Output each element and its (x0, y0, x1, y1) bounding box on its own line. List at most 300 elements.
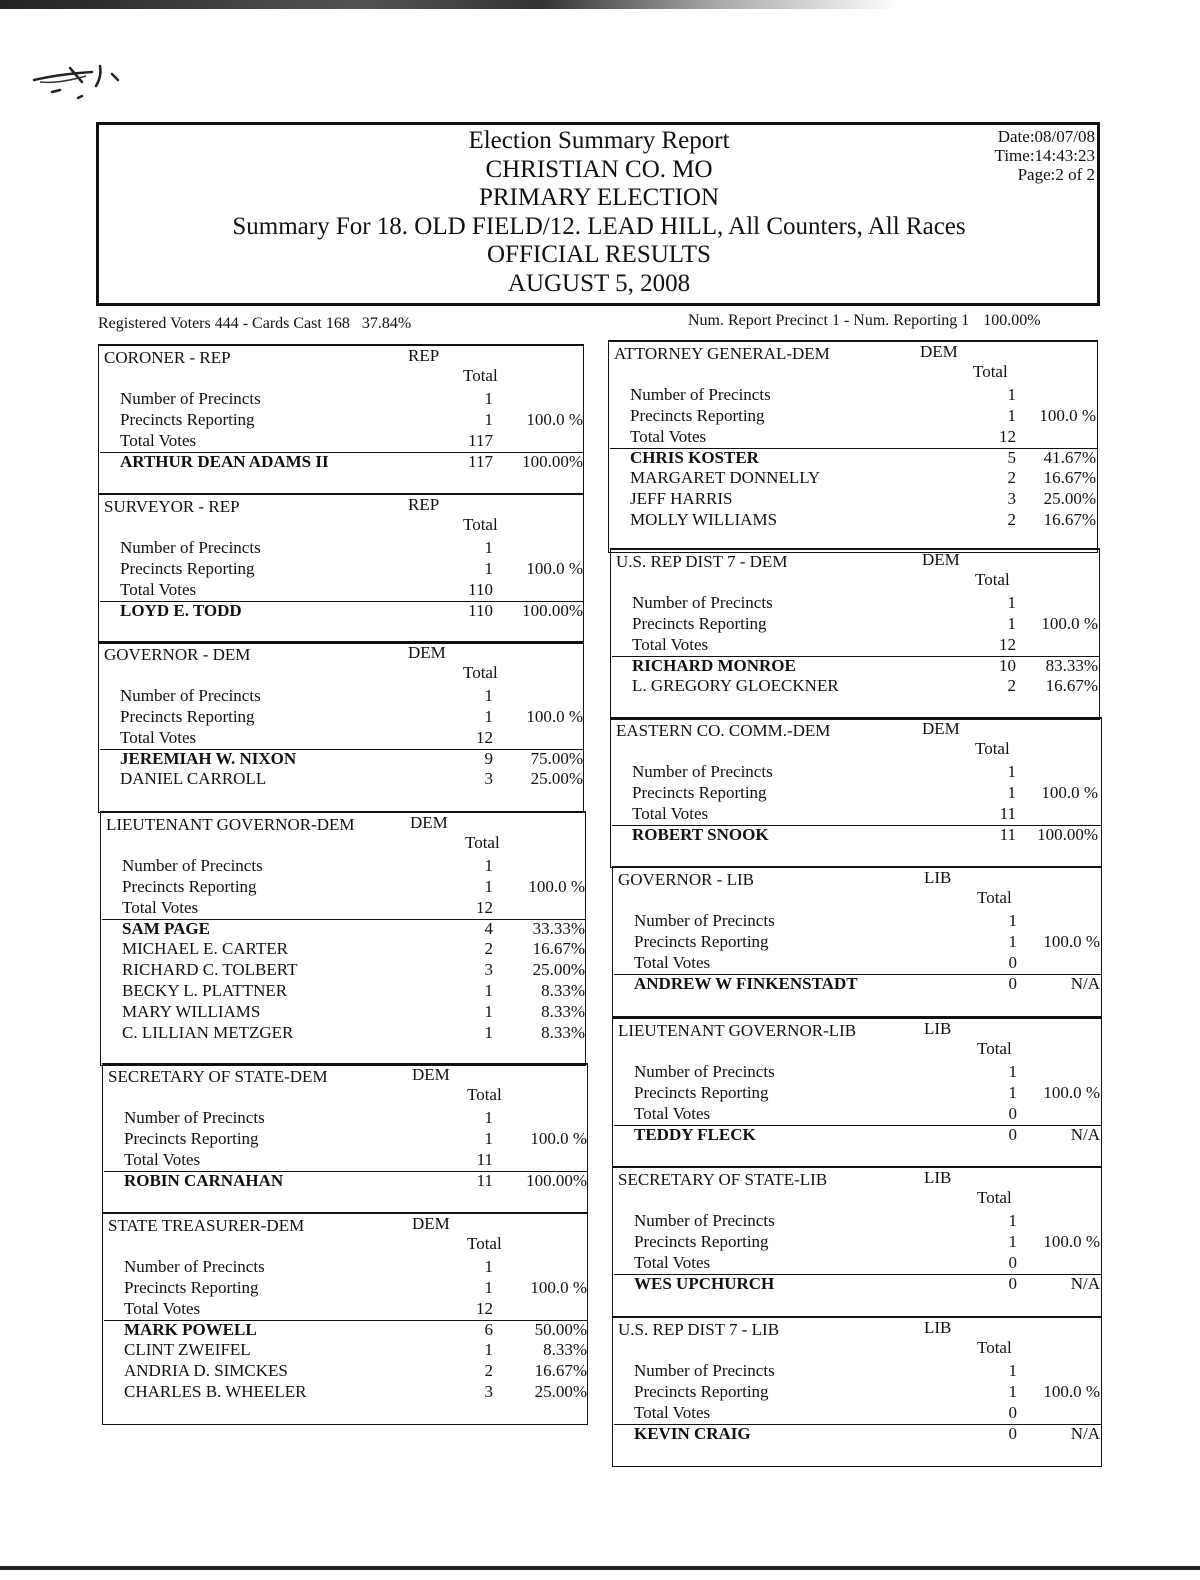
total-column-header: Total (467, 1085, 502, 1104)
number-of-precincts-row (634, 1361, 1102, 1381)
precincts-reporting-row-pct: 100.0 % (530, 1128, 587, 1148)
race-title: SECRETARY OF STATE-DEM (108, 1067, 328, 1086)
total-votes-row-label: Total Votes (124, 1298, 201, 1318)
number-of-precincts-row-label: Number of Precincts (634, 1361, 775, 1381)
turnout-pct: 37.84% (361, 315, 412, 332)
candidate-row-pct: 83.33% (1045, 655, 1098, 675)
candidate-row-label: CHARLES B. WHEELER (124, 1381, 307, 1401)
precincts-reporting-row (120, 559, 584, 579)
total-votes-row-value: 0 (1008, 1252, 1017, 1272)
candidate-row-value: 6 (484, 1319, 493, 1339)
precincts-reporting-row-value: 1 (1007, 782, 1016, 802)
number-of-precincts-row (124, 1257, 588, 1277)
race-party: DEM (412, 1065, 450, 1084)
precincts-reporting-row-label: Precincts Reporting (634, 1381, 769, 1401)
race-title: LIEUTENANT GOVERNOR-LIB (618, 1021, 857, 1040)
total-column-header: Total (463, 366, 498, 385)
total-votes-row-value: 12 (476, 1298, 493, 1318)
total-column-header: Total (463, 515, 498, 534)
candidate-row (630, 510, 1098, 530)
candidate-row-label: ANDRIA D. SIMCKES (124, 1361, 288, 1381)
race-block (610, 548, 1100, 719)
race-block (608, 340, 1098, 552)
number-of-precincts-row-value: 1 (1008, 1062, 1017, 1082)
race-title: EASTERN CO. COMM.-DEM (616, 721, 831, 740)
number-of-precincts-row-value: 1 (484, 686, 493, 706)
election-type: PRIMARY ELECTION (478, 184, 720, 211)
candidate-row-pct: 16.67% (1045, 676, 1098, 696)
number-of-precincts-row-value: 1 (484, 538, 493, 558)
precincts-reporting-row-label: Precincts Reporting (634, 931, 769, 951)
precincts-reporting-row (120, 707, 584, 727)
race-title: STATE TREASURER-DEM (108, 1216, 305, 1235)
candidate-row-pct: N/A (1070, 1423, 1100, 1443)
precincts-reporting-row-pct: 100.0 % (1041, 782, 1098, 802)
candidate-row-label: RICHARD C. TOLBERT (122, 960, 298, 980)
registered-voters-text: Registered Voters 444 - Cards Cast 168 (98, 315, 350, 332)
candidate-row-value: 3 (484, 960, 493, 980)
candidate-row-value: 5 (1007, 447, 1016, 467)
total-votes-row (634, 1104, 1102, 1124)
total-votes-row-value: 110 (468, 579, 493, 599)
total-column-header: Total (977, 1039, 1012, 1058)
candidate-row-value: 110 (468, 600, 493, 620)
candidate-row-value: 2 (484, 939, 493, 959)
candidate-row-label: ROBERT SNOOK (632, 824, 769, 844)
number-of-precincts-row-value: 1 (484, 856, 493, 876)
candidate-row-pct: 25.00% (534, 1381, 587, 1401)
total-column-header: Total (977, 1338, 1012, 1357)
candidate-row (124, 1382, 588, 1402)
precincts-reporting-row-value: 1 (1007, 405, 1016, 425)
precincts-reporting-row-pct: 100.0 % (1043, 1231, 1100, 1251)
candidate-row-label: ROBIN CARNAHAN (124, 1170, 284, 1190)
race-party: DEM (922, 550, 960, 569)
candidate-row-value: 1 (484, 980, 493, 1000)
candidate-row-pct: 16.67% (532, 939, 585, 959)
candidate-row-label: WES UPCHURCH (634, 1273, 775, 1293)
precincts-reporting-row (634, 1382, 1102, 1402)
precincts-reporting-row-pct: 100.0 % (1039, 405, 1096, 425)
county-name: CHRISTIAN CO. MO (485, 155, 713, 183)
total-votes-row (124, 1150, 588, 1170)
candidate-row-value: 0 (1008, 1124, 1017, 1144)
candidate-row (122, 960, 586, 980)
number-of-precincts-row-label: Number of Precincts (124, 1108, 265, 1128)
precincts-reporting-row-pct: 100.0 % (1043, 931, 1100, 951)
candidate-row-pct: 25.00% (530, 769, 583, 789)
race-block (102, 1212, 588, 1424)
precincts-reporting-row (632, 783, 1102, 803)
precincts-reporting-row-pct: 100.0 % (526, 558, 583, 578)
total-votes-row-label: Total Votes (634, 1252, 711, 1272)
candidate-row-label: DANIEL CARROLL (120, 769, 267, 789)
candidate-row-label: L. GREGORY GLOECKNER (632, 676, 839, 696)
precincts-reporting-row (120, 410, 584, 430)
race-party: DEM (410, 813, 448, 832)
number-of-precincts-row-label: Number of Precincts (634, 1211, 775, 1231)
candidate-row-pct: N/A (1070, 973, 1100, 993)
candidate-row-label: KEVIN CRAIG (634, 1423, 751, 1443)
candidate-row-value: 3 (484, 769, 493, 789)
total-column-header: Total (463, 663, 498, 682)
total-votes-row (120, 728, 584, 748)
precincts-reporting-row-label: Precincts Reporting (124, 1128, 259, 1148)
candidate-row-label: MARY WILLIAMS (122, 1001, 261, 1021)
candidate-row (122, 919, 586, 939)
candidate-row-value: 9 (484, 748, 493, 768)
candidate-row-label: C. LILLIAN METZGER (122, 1022, 294, 1042)
candidate-row-value: 0 (1008, 1273, 1017, 1293)
precincts-reporting-row-value: 1 (1008, 931, 1017, 951)
total-votes-row-value: 11 (999, 803, 1016, 823)
race-party: LIB (924, 1168, 952, 1187)
race-party: REP (408, 495, 440, 514)
number-of-precincts-row (124, 1108, 588, 1128)
race-title: U.S. REP DIST 7 - DEM (616, 552, 788, 571)
total-votes-row-value: 11 (476, 1149, 493, 1169)
scan-bottom-edge (0, 1566, 1200, 1570)
candidate-row (634, 1125, 1102, 1145)
precincts-reporting-row (634, 1083, 1102, 1103)
candidate-row-value: 1 (484, 1022, 493, 1042)
candidate-row-pct: 100.00% (522, 600, 583, 620)
number-of-precincts-row-value: 1 (484, 1108, 493, 1128)
candidate-row (124, 1171, 588, 1191)
total-votes-row-value: 0 (1008, 952, 1017, 972)
number-of-precincts-row (634, 1211, 1102, 1231)
race-party: LIB (924, 1318, 952, 1337)
precincts-reporting-row-pct: 100.0 % (1043, 1082, 1100, 1102)
total-votes-row (122, 898, 586, 918)
candidate-row-value: 2 (1007, 468, 1016, 488)
candidate-row-pct: 8.33% (541, 1022, 585, 1042)
total-votes-row-label: Total Votes (122, 897, 199, 917)
report-date: Date:08/07/08 (997, 127, 1095, 146)
precincts-reporting-row-label: Precincts Reporting (632, 782, 767, 802)
precincts-reporting-stat (688, 312, 1041, 330)
total-votes-row (120, 431, 584, 451)
candidate-row-value: 1 (484, 1001, 493, 1021)
total-column-header: Total (465, 833, 500, 852)
candidate-row (634, 974, 1102, 994)
number-of-precincts-row (120, 686, 584, 706)
number-of-precincts-row-label: Number of Precincts (122, 856, 263, 876)
number-of-precincts-row (120, 389, 584, 409)
race-block (102, 1063, 588, 1213)
precincts-reporting-row-label: Precincts Reporting (120, 409, 255, 429)
precincts-reporting-row-label: Precincts Reporting (124, 1277, 259, 1297)
number-of-precincts-row (632, 593, 1100, 613)
total-column-header: Total (975, 739, 1010, 758)
candidate-row-label: MARGARET DONNELLY (630, 468, 821, 488)
candidate-row-pct: 41.67% (1043, 447, 1096, 467)
total-column-header: Total (975, 570, 1010, 589)
total-votes-row-value: 12 (476, 727, 493, 747)
page-number: Page:2 of 2 (1017, 165, 1095, 184)
candidate-row (632, 656, 1100, 676)
candidate-row-pct: 33.33% (532, 918, 585, 938)
number-of-precincts-row-label: Number of Precincts (120, 538, 261, 558)
registered-voters-stat (98, 315, 411, 333)
candidate-row-pct: 75.00% (530, 748, 583, 768)
number-of-precincts-row-value: 1 (1007, 385, 1016, 405)
candidate-row (124, 1320, 588, 1340)
candidate-row-value: 3 (1007, 489, 1016, 509)
candidate-row-label: MICHAEL E. CARTER (122, 939, 288, 959)
candidate-row-value: 11 (999, 824, 1016, 844)
number-of-precincts-row-value: 1 (1008, 911, 1017, 931)
report-title: Election Summary Report (468, 127, 730, 154)
candidate-row-value: 0 (1008, 1423, 1017, 1443)
precincts-reporting-row-value: 1 (484, 706, 493, 726)
total-column-header: Total (977, 1188, 1012, 1207)
race-party: DEM (922, 719, 960, 738)
number-of-precincts-row-value: 1 (484, 1257, 493, 1277)
total-votes-row-value: 0 (1008, 1402, 1017, 1422)
total-votes-row (124, 1299, 588, 1319)
total-votes-row-label: Total Votes (630, 426, 707, 446)
number-of-precincts-row (634, 1062, 1102, 1082)
number-of-precincts-row-label: Number of Precincts (634, 1062, 775, 1082)
candidate-row (122, 981, 586, 1001)
precincts-reporting-row-pct: 100.0 % (530, 1277, 587, 1297)
candidate-row-pct: 16.67% (1043, 468, 1096, 488)
handwritten-mark (30, 62, 140, 112)
number-of-precincts-row-value: 1 (1008, 1211, 1017, 1231)
race-block (98, 344, 584, 494)
candidate-row (124, 1340, 588, 1360)
total-votes-row (634, 953, 1102, 973)
precincts-reporting-row-value: 1 (1008, 1082, 1017, 1102)
race-title: SECRETARY OF STATE-LIB (618, 1170, 828, 1189)
race-block (612, 1316, 1102, 1466)
candidate-row-label: CHRIS KOSTER (630, 447, 759, 467)
candidate-row-value: 1 (484, 1340, 493, 1360)
candidate-row (122, 939, 586, 959)
race-title: CORONER - REP (104, 348, 231, 367)
precincts-reporting-row (122, 877, 586, 897)
total-votes-row-label: Total Votes (120, 727, 197, 747)
candidate-row (122, 1002, 586, 1022)
candidate-row-pct: 16.67% (534, 1361, 587, 1381)
precincts-reporting-row-value: 1 (1007, 613, 1016, 633)
number-of-precincts-row (632, 762, 1102, 782)
candidate-row-label: SAM PAGE (122, 918, 210, 938)
precincts-reporting-row-label: Precincts Reporting (120, 706, 255, 726)
precincts-reporting-row-pct: 100.0 % (1043, 1381, 1100, 1401)
number-of-precincts-row-value: 1 (1007, 593, 1016, 613)
candidate-row-pct: 8.33% (543, 1340, 587, 1360)
candidate-row (120, 749, 584, 769)
candidate-row (630, 468, 1098, 488)
race-bottom-rule (102, 1424, 588, 1425)
report-header (96, 122, 1100, 306)
total-votes-row-label: Total Votes (632, 803, 709, 823)
precincts-reporting-row-pct: 100.0 % (526, 706, 583, 726)
candidate-row-value: 0 (1008, 973, 1017, 993)
candidate-row-pct: 50.00% (534, 1319, 587, 1339)
candidate-row-value: 10 (999, 655, 1016, 675)
candidate-row-label: JEFF HARRIS (630, 489, 733, 509)
race-block (612, 1017, 1102, 1167)
candidate-row-pct: 25.00% (1043, 489, 1096, 509)
precincts-reporting-row-label: Precincts Reporting (634, 1082, 769, 1102)
total-votes-row-value: 0 (1008, 1103, 1017, 1123)
candidate-row-value: 2 (484, 1361, 493, 1381)
report-title-block (99, 127, 1099, 298)
total-votes-row-label: Total Votes (634, 952, 711, 972)
candidate-row-pct: 8.33% (541, 1001, 585, 1021)
candidate-row-pct: 100.00% (522, 451, 583, 471)
race-block (98, 493, 584, 643)
race-party: DEM (920, 342, 958, 361)
total-votes-row (634, 1403, 1102, 1423)
total-votes-row (634, 1253, 1102, 1273)
race-block (610, 717, 1102, 867)
precincts-reporting-row-pct: 100.0 % (1041, 613, 1098, 633)
report-time: Time:14:43:23 (994, 146, 1095, 165)
candidate-row (632, 825, 1102, 845)
candidate-row-pct: 8.33% (541, 980, 585, 1000)
candidate-row (632, 676, 1100, 696)
race-block (612, 1166, 1102, 1316)
candidate-row-label: LOYD E. TODD (120, 600, 242, 620)
candidate-row (630, 448, 1098, 468)
race-title: LIEUTENANT GOVERNOR-DEM (106, 815, 355, 834)
number-of-precincts-row-label: Number of Precincts (632, 762, 773, 782)
race-party: DEM (412, 1214, 450, 1233)
total-votes-row-label: Total Votes (120, 579, 197, 599)
precincts-reporting-row-label: Precincts Reporting (630, 405, 765, 425)
precincts-reporting-row-value: 1 (484, 876, 493, 896)
total-votes-row-value: 12 (999, 426, 1016, 446)
race-bottom-rule (612, 1466, 1102, 1467)
total-column-header: Total (977, 888, 1012, 907)
election-date: AUGUST 5, 2008 (507, 269, 691, 297)
candidate-row-label: ARTHUR DEAN ADAMS II (120, 451, 329, 471)
precincts-reporting-row-value: 1 (484, 1128, 493, 1148)
total-column-header: Total (467, 1234, 502, 1253)
candidate-row (120, 601, 584, 621)
total-votes-row (120, 580, 584, 600)
candidate-row-pct: N/A (1070, 1273, 1100, 1293)
precincts-reporting-row-label: Precincts Reporting (122, 876, 257, 896)
candidate-row-label: MARK POWELL (124, 1319, 257, 1339)
candidate-row-label: MOLLY WILLIAMS (630, 509, 778, 529)
candidate-row-pct: 25.00% (532, 960, 585, 980)
candidate-row (634, 1424, 1102, 1444)
candidate-row (120, 452, 584, 472)
number-of-precincts-row (120, 538, 584, 558)
precincts-reporting-row (632, 614, 1100, 634)
candidate-row-value: 2 (1007, 509, 1016, 529)
precincts-reporting-pct: 100.00% (983, 312, 1041, 329)
total-votes-row-label: Total Votes (634, 1402, 711, 1422)
precincts-reporting-row-value: 1 (484, 558, 493, 578)
race-party: DEM (408, 643, 446, 662)
total-votes-row-label: Total Votes (120, 430, 197, 450)
total-votes-row (630, 427, 1098, 447)
race-block (100, 811, 586, 1065)
candidate-row-value: 3 (484, 1381, 493, 1401)
total-votes-row-label: Total Votes (634, 1103, 711, 1123)
number-of-precincts-row-value: 1 (1008, 1361, 1017, 1381)
race-block (98, 641, 584, 812)
precincts-reporting-row-label: Precincts Reporting (120, 558, 255, 578)
report-meta (995, 127, 1095, 184)
race-title: ATTORNEY GENERAL-DEM (614, 344, 830, 363)
race-title: SURVEYOR - REP (104, 497, 240, 516)
number-of-precincts-row-label: Number of Precincts (124, 1257, 265, 1277)
race-title: GOVERNOR - DEM (104, 645, 251, 664)
number-of-precincts-row (122, 856, 586, 876)
total-votes-row-value: 12 (476, 897, 493, 917)
total-votes-row-value: 117 (468, 430, 493, 450)
precincts-reporting-row-value: 1 (1008, 1381, 1017, 1401)
candidate-row-label: JEREMIAH W. NIXON (120, 748, 297, 768)
total-votes-row-label: Total Votes (124, 1149, 201, 1169)
precincts-reporting-row-value: 1 (1008, 1231, 1017, 1251)
candidate-row (122, 1023, 586, 1043)
candidate-row (120, 769, 584, 789)
candidate-row-pct: N/A (1070, 1124, 1100, 1144)
precincts-reporting-row-value: 1 (484, 409, 493, 429)
candidate-row-label: RICHARD MONROE (632, 655, 796, 675)
candidate-row-pct: 100.00% (526, 1170, 587, 1190)
number-of-precincts-row (634, 911, 1102, 931)
candidate-row (630, 489, 1098, 509)
scan-top-edge (0, 0, 1200, 9)
summary-scope: Summary For 18. OLD FIELD/12. LEAD HILL, All Counters, All Races (232, 212, 966, 240)
candidate-row (634, 1274, 1102, 1294)
precincts-reporting-row-value: 1 (484, 1277, 493, 1297)
total-votes-row (632, 635, 1100, 655)
candidate-row-label: CLINT ZWEIFEL (124, 1340, 251, 1360)
candidate-row-pct: 16.67% (1043, 509, 1096, 529)
candidate-row-value: 11 (476, 1170, 493, 1190)
total-votes-row-label: Total Votes (632, 634, 709, 654)
candidate-row-label: ANDREW W FINKENSTADT (634, 973, 858, 993)
precincts-reporting-row (634, 932, 1102, 952)
number-of-precincts-row-value: 1 (484, 389, 493, 409)
race-title: GOVERNOR - LIB (618, 870, 754, 889)
race-party: REP (408, 346, 440, 365)
precincts-reporting-row (124, 1129, 588, 1149)
candidate-row (124, 1361, 588, 1381)
results-status: OFFICIAL RESULTS (487, 241, 711, 268)
number-of-precincts-row-label: Number of Precincts (634, 911, 775, 931)
number-of-precincts-row-label: Number of Precincts (120, 389, 261, 409)
candidate-row-label: TEDDY FLECK (634, 1124, 756, 1144)
number-of-precincts-row-label: Number of Precincts (630, 385, 771, 405)
precincts-reporting-row (124, 1278, 588, 1298)
number-of-precincts-row-value: 1 (1007, 762, 1016, 782)
precincts-reporting-row-label: Precincts Reporting (634, 1231, 769, 1251)
candidate-row-value: 2 (1007, 676, 1016, 696)
number-of-precincts-row (630, 385, 1098, 405)
precincts-reporting-row (634, 1232, 1102, 1252)
candidate-row-label: BECKY L. PLATTNER (122, 980, 288, 1000)
precincts-reporting-row-pct: 100.0 % (528, 876, 585, 896)
precincts-reporting-row-label: Precincts Reporting (632, 613, 767, 633)
precincts-reporting-text: Num. Report Precinct 1 - Num. Reporting 1 (688, 312, 970, 329)
precincts-reporting-row-pct: 100.0 % (526, 409, 583, 429)
race-party: LIB (924, 868, 952, 887)
candidate-row-value: 117 (468, 451, 493, 471)
total-votes-row-value: 12 (999, 634, 1016, 654)
candidate-row-pct: 100.00% (1037, 824, 1098, 844)
